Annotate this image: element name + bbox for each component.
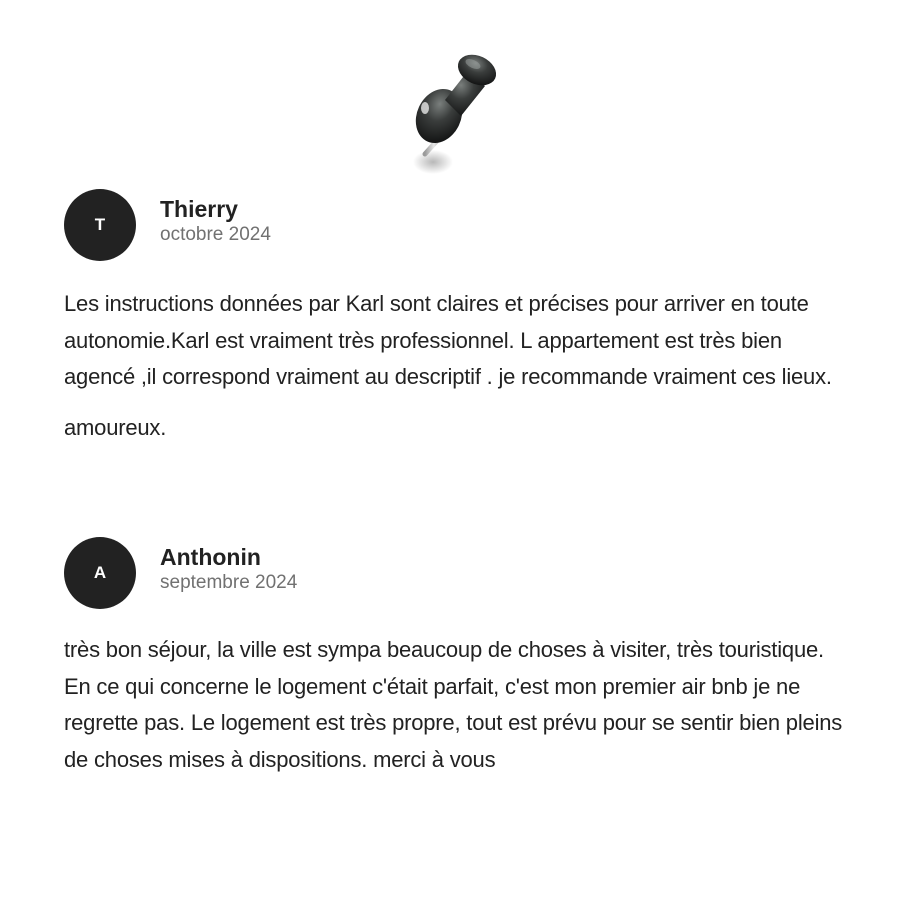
review-text: [64, 286, 844, 446]
review-paragraph: très bon séjour, la ville est sympa beaucoup de choses à visiter, très touristique. En ce qui concerne le logement c'était parfait, c'est mon premier air bnb je ne regrette pas. Le logement est très propre, tout est prévu pour se sentir bien pleins de choses mises à dispositions. merci à vous: [64, 637, 843, 772]
reviewer-name[interactable]: Thierry: [160, 196, 238, 222]
review-date: octobre 2024: [160, 224, 271, 245]
review-card: [64, 536, 844, 778]
reviewer-info: [160, 195, 271, 247]
review-paragraph: amoureux.: [64, 414, 167, 440]
reviewer-header: [64, 188, 844, 262]
review-paragraph: Les instructions données par Karl sont claires et précises pour arriver en toute autonomie.Karl est vraiment très professionnel. L appartement est très bien agencé ,il correspond vraiment au descriptif . je recommande vraiment ces lieux.: [64, 291, 832, 389]
review-text: [64, 632, 844, 778]
pushpin-icon: [405, 42, 505, 182]
reviewer-header: [64, 536, 844, 610]
reviewer-info: [160, 543, 297, 595]
review-card: [64, 188, 844, 446]
avatar[interactable]: T: [64, 189, 136, 261]
review-date: septembre 2024: [160, 572, 298, 593]
reviewer-name[interactable]: Anthonin: [160, 544, 261, 570]
avatar[interactable]: A: [64, 537, 136, 609]
